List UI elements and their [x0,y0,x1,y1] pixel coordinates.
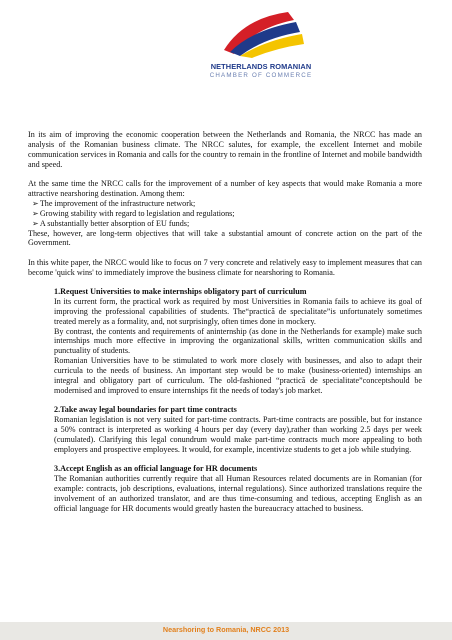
logo-subtitle: CHAMBER OF COMMERCE [209,72,313,79]
list-item: ➢ Growing stability with regard to legislation and regulations; [32,209,422,219]
section-title: 1.Request Universities to make internships obligatory part of curriculum [54,286,307,296]
page-footer [0,622,452,640]
list-item: ➢ The improvement of the infrastructure network; [32,199,422,209]
intro-paragraph-2 [28,179,422,199]
section-paragraph: By contrast, the contents and requirements of aninternship (as done in the Netherlands for example) make such internships much more effective in improving the organizational skills, written communication skills and punctuality of students. [54,326,422,356]
key-aspects-list [28,199,422,229]
footer-text: Nearshoring to Romania, NRCC 2013 [162,625,290,634]
section-paragraph: The Romanian authorities currently require that all Human Resources related documents are in Romanian (for example: contracts, job descriptions, evaluations, internal regulations). Since authorized translations require the involvement of an authorized translator, and are thus time-consuming and tedious, accepting English as an official language for HR documents would greatly hasten the bureaucracy attached to business. [54,474,422,513]
section-title: 3.Accept English as an official language for HR documents [54,464,258,474]
section-internships [54,287,422,396]
section-english [54,464,422,514]
intro-paragraph-2-text: At the same time the NRCC calls for the improvement of a number of key aspects that would make Romania a more attractive nearshoring destination. Among them: [28,179,422,198]
intro-paragraph-4: In this white paper, the NRCC would like to focus on 7 very concrete and relatively easy to implement measures that can become 'quick wins' to immediately improve the business climate for nearshoring to Romania. [28,257,422,277]
nrcc-logo [196,10,326,92]
list-item: ➢ A substantially better absorption of EU funds; [32,219,422,229]
section-part-time [54,405,422,455]
document-body [28,130,422,523]
nrcc-logo-mark [196,10,326,62]
logo-name: NETHERLANDS ROMANIAN [210,62,312,71]
intro-paragraph-3: These, however, are long-term objectives that will take a substantial amount of concrete action on the part of the Government. [28,228,422,248]
section-paragraph: In its current form, the practical work as required by most Universities in Romania fails to achieve its goal of improving the professional capabilities of students. The“practică de specialitate”is unfortunately sometimes treated merely as a formality, and, not surprisingly, often times done in mockery. [54,296,422,326]
section-title: 2.Take away legal boundaries for part time contracts [54,405,237,415]
section-paragraph: Romanian legislation is not very suited for part-time contracts. Part-time contracts are possible, but for instance a 50% contract is interpreted as working 4 hours per day (every day),rather than working 2.5 days per week (cumulated). Clarifying this legal conundrum would make part-time contracts much more appealing to both employers and prospective employees. It would, for example, incentivize students to get a job while studying. [54,415,422,454]
section-paragraph: Romanian Universities have to be stimulated to work more closely with businesses, and also to adapt their curricula to the needs of business. An important step would be to make (business-oriented) internships an integral and obligatory part of curriculum. The old-fashioned “practică de specialitate”conceptshould be modernised and improved to ensure internships fit the needs of today's job market. [54,356,422,396]
intro-paragraph-1: In its aim of improving the economic cooperation between the Netherlands and Romania, the NRCC has made an analysis of the Romanian business climate. The NRCC salutes, for example, the excellent Internet and mobile communication services in Romania and calls for the country to remain in the frontline of Internet and mobile bandwidth and speed. [28,130,422,169]
